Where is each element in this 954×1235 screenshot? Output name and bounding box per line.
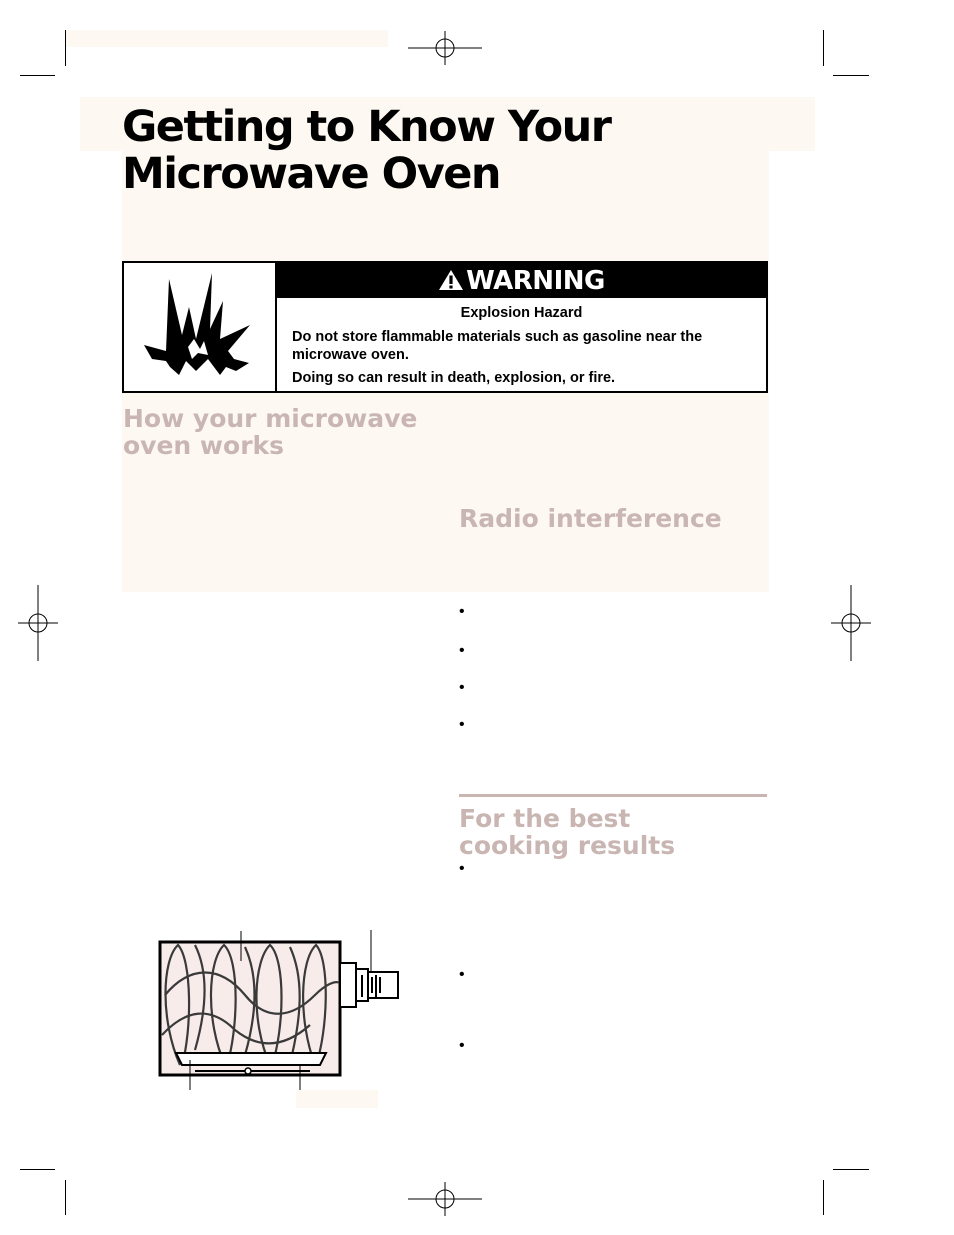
- explosion-icon: [124, 263, 275, 391]
- radio-bullet: •: [459, 679, 465, 696]
- radio-bullet: •: [459, 603, 465, 620]
- hazard-title: Explosion Hazard: [460, 305, 583, 321]
- page-title: [122, 104, 610, 198]
- results-bullet: •: [459, 1037, 465, 1054]
- results-bullet: •: [459, 860, 465, 877]
- page-title-line-1: Getting to Know Your: [122, 102, 611, 152]
- warning-text-2: Doing so can result in death, explosion, or fire.: [292, 370, 616, 386]
- warning-label: WARNING: [466, 266, 605, 296]
- heading-best-results: For the best cooking results: [459, 804, 676, 860]
- warning-header: [277, 263, 766, 298]
- radio-bullet: •: [459, 716, 465, 733]
- page-title-line-2: Microwave Oven: [122, 149, 501, 199]
- magnetron: [340, 963, 356, 1007]
- turntable-tray: [176, 1053, 326, 1065]
- microwave-diagram: [150, 925, 405, 1095]
- warning-icon-cell: [124, 263, 277, 391]
- warning-box: [122, 261, 768, 393]
- registration-mark-bottom: [405, 1182, 485, 1216]
- radio-bullet: •: [459, 642, 465, 659]
- warning-text-1: Do not store flammable materials such as gasoline near the microwave oven.: [292, 329, 703, 363]
- results-bullet: •: [459, 966, 465, 983]
- alert-triangle-icon: [438, 269, 464, 291]
- heading-radio-interference: Radio interference: [459, 504, 722, 533]
- registration-mark-right: [831, 585, 871, 661]
- heading-how-it-works: How your microwave oven works: [123, 404, 418, 460]
- section-divider: [459, 794, 767, 797]
- registration-mark-left: [18, 585, 58, 661]
- header-tint-strip: [66, 30, 388, 47]
- registration-mark-top: [405, 31, 485, 65]
